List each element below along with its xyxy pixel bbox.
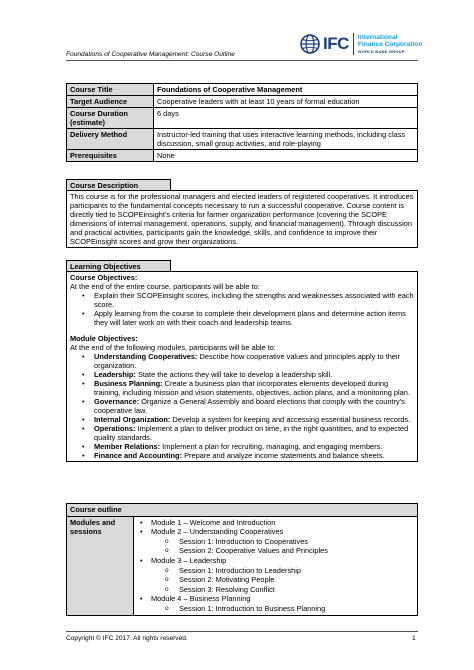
learning-objectives-heading: Learning Objectives [66, 260, 171, 271]
module-text: State the actions they will take to develop a leadership skill. [135, 370, 333, 379]
info-row-duration [67, 108, 418, 129]
list-item: o Session 1: Introduction to Business Planning [137, 604, 414, 614]
info-label: Course Duration (estimate) [67, 108, 154, 129]
module-name: Finance and Accounting: [94, 451, 183, 460]
course-description-heading: Course Description [66, 179, 171, 190]
list-item: o Session 2: Cooperative Values and Principles [137, 546, 414, 556]
globe-icon [300, 34, 320, 54]
footer-rule [66, 631, 418, 632]
list-item: o Session 1: Introduction to Leadership [137, 566, 414, 576]
module-text: Implement a plan for recruiting, managing, and engaging members. [160, 442, 383, 451]
list-item: • Module 4 – Business Planning [137, 594, 414, 604]
module-name: Business Planning: [94, 379, 163, 388]
module-text: Describe how cooperative values and principles apply to their organization. [94, 352, 401, 370]
module-text: Organize a General Assembly and board elections that comply with the country’s cooperative law. [94, 397, 405, 415]
list-item [94, 415, 414, 424]
list-item [94, 424, 414, 442]
info-label: Delivery Method [67, 129, 154, 150]
learning-objectives-box [66, 271, 418, 462]
module-text: Implement a plan to deliver product on time, in the right quantities, and to expected quality standards. [94, 424, 409, 442]
info-row-title [67, 84, 418, 96]
list-item: o Session 2: Motivating People [137, 575, 414, 585]
module-objectives-list [70, 352, 414, 460]
list-item: • Module 2 – Understanding Cooperatives [137, 527, 414, 537]
info-value: 6 days [154, 108, 418, 129]
logo-line-3: WORLD BANK GROUP [357, 48, 405, 54]
header-rule [66, 60, 418, 61]
list-item: o Session 3: Resolving Conflict [137, 585, 414, 595]
list-item: • Apply learning from the course to complete their development plans and determine action items they will later work on with their coach and leadership teams. [94, 309, 414, 327]
list-item [94, 397, 414, 415]
list-item [94, 370, 414, 379]
info-row-delivery [67, 129, 418, 150]
outline-body-row [67, 516, 418, 615]
module-objectives-intro: At the end of the following modules, participants will be able to: [70, 343, 276, 352]
logo-subtitle [358, 34, 422, 55]
info-row-prerequisites [67, 150, 418, 162]
module-name: Operations: [94, 424, 136, 433]
module-text: Prepare and analyze income statements and balance sheets. [182, 451, 385, 460]
module-text: Create a business plan that incorporates elements developed during training, including mission and vision statements, objectives, action plans, and a monitoring plan. [94, 379, 410, 397]
logo-line-2: Finance Corporation [357, 40, 423, 48]
info-row-audience [67, 96, 418, 108]
course-description-box [66, 190, 418, 248]
list-item: o Session 1: Introduction to Cooperatives [137, 537, 414, 547]
course-objectives-heading: Course Objectives: [70, 273, 138, 282]
list-item: • Explain their SCOPEinsight scores, including the strengths and weaknesses associated with each score. [94, 291, 414, 309]
module-name: Leadership: [94, 370, 136, 379]
logo-wordmark: IFC [323, 34, 349, 53]
list-item [94, 451, 414, 460]
copyright-footer: Copyright © IFC 2017. All rights reserved. [66, 635, 188, 642]
info-value: Instructor-led training that uses interactive learning methods, including class discussion, small group activities, and role-playing [154, 129, 418, 150]
outline-header-row [67, 504, 418, 517]
logo-divider [353, 33, 354, 55]
course-outline-heading: Course outline [67, 504, 418, 517]
module-name: Governance: [94, 397, 140, 406]
module-name: Member Relations: [94, 442, 161, 451]
logo-line-1: International [357, 33, 398, 41]
info-value: Foundations of Cooperative Management [154, 84, 418, 96]
course-description-text: This course is for the professional managers and elected leaders of registered cooperatives. It introduces participants to the fundamental concepts necessary to run a successful cooperative. Course content is directly tied to SCOPEinsight’s criteria for farmer organization performance (covering the SCOPE dimensions of internal management, operations, supply, and financial management). Through discussion and practical activities, participants gain the knowledge, skills, and confidence to improve their SCOPEinsight scores and grow their organizations. [70, 192, 414, 246]
list-item [94, 352, 414, 370]
course-info-table [66, 83, 418, 162]
info-label: Prerequisites [67, 150, 154, 162]
ifc-logo [300, 30, 422, 58]
course-objectives-intro: At the end of the entire course, participants will be able to: [70, 282, 260, 291]
modules-list [134, 516, 418, 615]
module-name: Internal Organization: [94, 415, 171, 424]
list-item: • Module 3 – Leadership [137, 556, 414, 566]
module-objectives-heading: Module Objectives: [70, 334, 138, 343]
module-text: Develop a system for keeping and accessing essential business records. [170, 415, 411, 424]
list-item [94, 442, 414, 451]
info-value: None [154, 150, 418, 162]
page-number: 1 [412, 635, 416, 642]
course-outline-table [66, 503, 418, 616]
modules-label: Modules and sessions [67, 516, 134, 615]
list-item: • Module 1 – Welcome and Introduction [137, 518, 414, 528]
info-value: Cooperative leaders with at least 10 years of formal education [154, 96, 418, 108]
info-label: Course Title [67, 84, 154, 96]
course-objectives-list [70, 291, 414, 327]
info-label: Target Audience [67, 96, 154, 108]
list-item [94, 379, 414, 397]
module-name: Understanding Cooperatives: [94, 352, 198, 361]
running-header: Foundations of Cooperative Management: Course Outline [66, 51, 235, 58]
